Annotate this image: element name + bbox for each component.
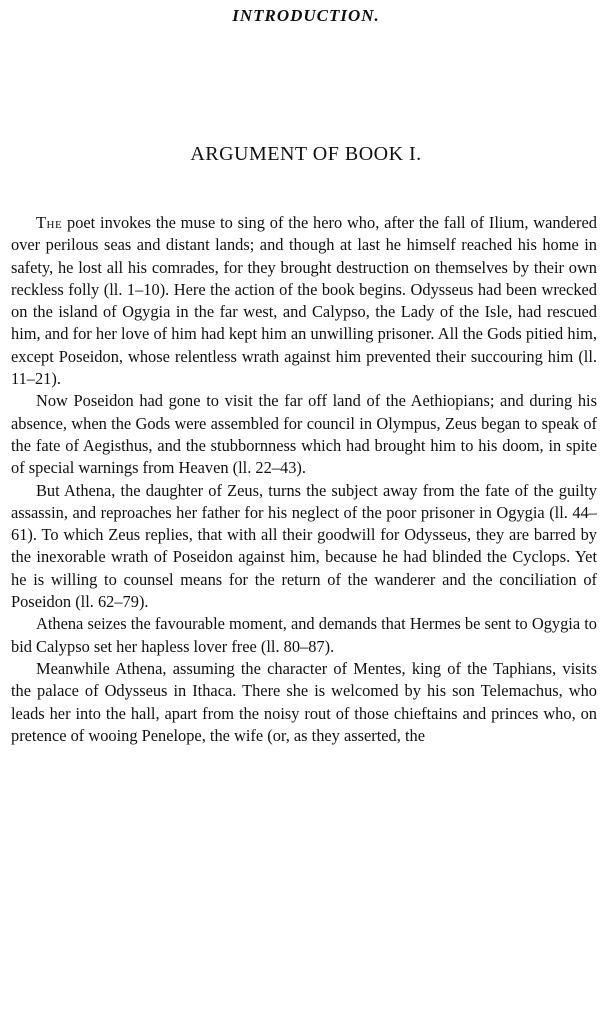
paragraph: But Athena, the daughter of Zeus, turns the subject away from the fate of the guilty assassin, and reproaches her father for his neglect of the poor prisoner in Ogygia (ll. 44–61). To which Zeus replies, that with all their goodwill for Odysseus, they are barred by the inexorable wrath of Poseidon against him, because he had blinded the Cyclops. Yet he is willing to counsel means for the return of the wanderer and the conciliation of Poseidon (ll. 62–79).: [11, 480, 597, 612]
paragraph: Athena seizes the favourable moment, and demands that Hermes be sent to Ogygia to bid Calypso set her hapless lover free (ll. 80–87).: [11, 614, 597, 656]
paragraph: Now Poseidon had gone to visit the far off land of the Aethiopians; and during his absence, when the Gods were assembled for council in Olympus, Zeus began to speak of the fate of Aegisthus, and the stubbornness which had brought him to his doom, in spite of special warnings from Heaven (ll. 22–43).: [11, 391, 597, 478]
body-text: [11, 212, 597, 747]
running-head: INTRODUCTION.: [232, 6, 380, 25]
paragraph-text: poet invokes the muse to sing of the hero who, after the fall of Ilium, wandered over perilous seas and distant lands; and though at last he himself reached his home in safety, he lost all his comrades, for they brought destruction on themselves by their own reckless folly (ll. 1–10). Here the action of the book begins. Odysseus had been wrecked on the island of Ogygia in the far west, and Calypso, the Lady of the Isle, had rescued him, and for her love of him had kept him an unwilling prisoner. All the Gods pitied him, except Poseidon, whose relentless wrath against him prevented their succouring him (ll. 11–21).: [11, 213, 597, 389]
page-title: ARGUMENT OF BOOK I.: [190, 143, 422, 165]
paragraph: [11, 212, 597, 390]
paragraph: Meanwhile Athena, assuming the character of Mentes, king of the Taphians, visits the palace of Odysseus in Ithaca. There she is welcomed by his son Telemachus, who leads her into the hall, apart from the noisy rout of those chieftains and princes who, on pretence of wooing Penelope, the wife (or, as they asserted, the: [11, 658, 597, 745]
lead-word: The: [36, 213, 63, 232]
